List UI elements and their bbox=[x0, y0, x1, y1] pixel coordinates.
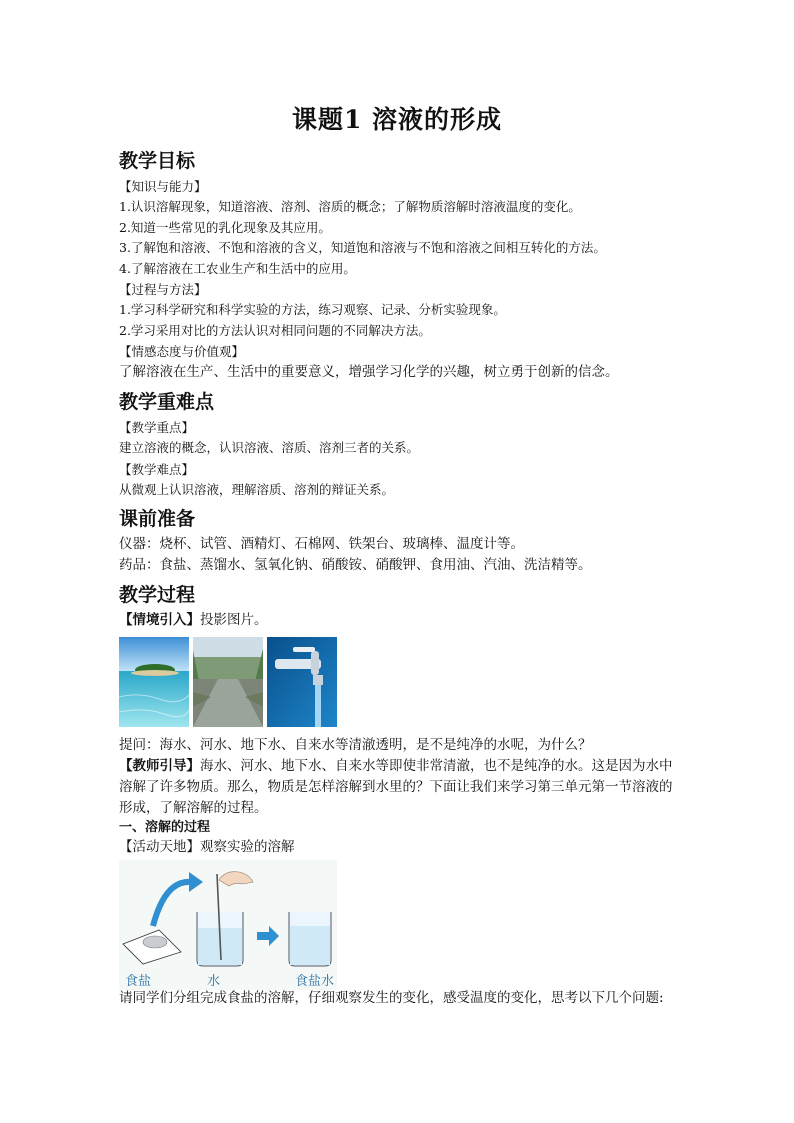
knowledge-item: 2.知道一些常见的乳化现象及其应用。 bbox=[119, 219, 331, 235]
chemicals-line: 药品：食盐、蒸馏水、氢氧化钠、硝酸铵、硝酸钾、食用油、汽油、洗洁精等。 bbox=[119, 557, 592, 573]
difficult-point-label: 【教学难点】 bbox=[119, 461, 195, 477]
emotion-label: 【情感态度与价值观】 bbox=[119, 344, 245, 359]
section-heading-goals: 教学目标 bbox=[119, 150, 196, 172]
process-method-item: 1.学习科学研究和科学实验的方法，练习观察、记录、分析实验现象。 bbox=[119, 302, 506, 317]
teacher-label: 【教师引导】 bbox=[119, 758, 200, 774]
intro-photos bbox=[119, 637, 679, 727]
teacher-guide bbox=[119, 756, 679, 819]
key-point-label: 【教学重点】 bbox=[119, 420, 195, 435]
section-heading-keypoints: 教学重难点 bbox=[119, 391, 215, 413]
intro-line bbox=[119, 610, 679, 631]
activity-line bbox=[119, 837, 679, 858]
emotion-text: 了解溶液在生产、生活中的重要意义，增强学习化学的兴趣，树立勇于创新的信念。 bbox=[119, 364, 619, 380]
difficult-point-text: 从微观上认识溶液，理解溶质、溶剂的辩证关系。 bbox=[119, 481, 395, 497]
section-heading-prep: 课前准备 bbox=[119, 508, 196, 530]
knowledge-item: 3.了解饱和溶液、不饱和溶液的含义，知道饱和溶液与不饱和溶液之间相互转化的方法。 bbox=[119, 240, 606, 255]
activity-text: 观察实验的溶解 bbox=[200, 839, 295, 855]
section-heading-process: 教学过程 bbox=[119, 584, 196, 606]
subheading-dissolve: 一、溶解的过程 bbox=[119, 820, 211, 835]
page-title: 课题1 溶液的形成 bbox=[291, 105, 503, 134]
key-point-text: 建立溶液的概念，认识溶液、溶质、溶剂三者的关系。 bbox=[119, 440, 420, 455]
river-photo bbox=[193, 637, 263, 727]
question-line: 提问：海水、河水、地下水、自来水等清澈透明，是不是纯净的水呢，为什么？ bbox=[119, 737, 592, 753]
process-method-item: 2.学习采用对比的方法认识对相同问题的不同解决方法。 bbox=[119, 322, 431, 338]
knowledge-item: 4.了解溶液在工农业生产和生活中的应用。 bbox=[119, 260, 356, 276]
document-body bbox=[119, 146, 679, 1009]
teacher-text: 海水、河水、地下水、自来水等即使非常清澈，也不是纯净的水。这是因为水中溶解了许多物质。那么，物质是怎样溶解到水里的？下面让我们来学习第三单元第一节溶液的形成，了解溶解的过程。 bbox=[119, 758, 673, 816]
knowledge-label: 【知识与能力】 bbox=[119, 179, 207, 194]
sea-island-photo bbox=[119, 637, 189, 727]
intro-text: 投影图片。 bbox=[200, 612, 268, 628]
label-salt: 食盐 bbox=[125, 974, 152, 989]
label-saltwater: 食盐水 bbox=[295, 974, 335, 989]
tap-water-photo bbox=[267, 637, 337, 727]
label-water: 水 bbox=[207, 974, 221, 989]
process-method-label: 【过程与方法】 bbox=[119, 282, 207, 297]
activity-label: 【活动天地】 bbox=[119, 839, 200, 855]
intro-label: 【情境引入】 bbox=[119, 612, 200, 628]
instruments-line: 仪器：烧杯、试管、酒精灯、石棉网、铁架台、玻璃棒、温度计等。 bbox=[119, 536, 524, 552]
knowledge-item: 1.认识溶解现象，知道溶液、溶剂、溶质的概念；了解物质溶解时溶液温度的变化。 bbox=[119, 199, 581, 214]
dissolve-diagram bbox=[119, 858, 337, 988]
final-instruction: 请同学们分组完成食盐的溶解，仔细观察发生的变化，感受温度的变化，思考以下几个问题: bbox=[119, 990, 664, 1006]
